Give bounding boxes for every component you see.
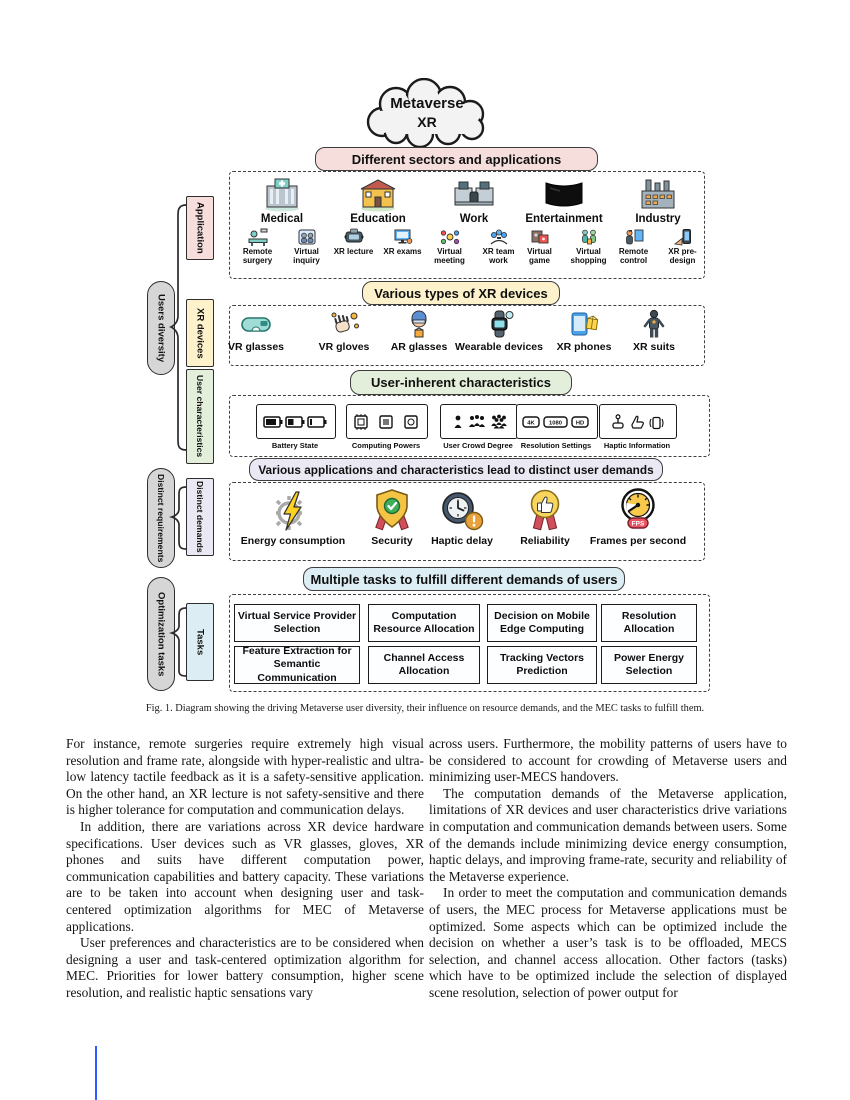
paragraph: User preferences and characteristics are to be considered when designing a user and task-centered optimization algorithm for MEC. Priorities for lower battery consumption, higher scene resolution, and realistic haptic sensations vary [66, 935, 424, 1000]
demand-fps: FPS Frames per second [578, 487, 698, 547]
haptic-information-box [599, 404, 677, 439]
sector-medical [236, 176, 328, 265]
svg-text:1080: 1080 [549, 420, 562, 427]
label-xr-devices: XR devices [186, 299, 214, 367]
chip-icons [352, 413, 422, 431]
xr-pre-design-icon [672, 227, 694, 247]
clock-delay-icon [439, 489, 485, 533]
app-xr-exams: XR exams [381, 227, 425, 256]
virtual-shopping-icon [578, 227, 600, 247]
characteristic-label: Battery State [271, 441, 319, 450]
task-box: Tracking Vectors Prediction [487, 646, 597, 684]
office-cubicles-icon [452, 176, 496, 212]
screen-icon [542, 176, 586, 212]
task-box: Decision on Mobile Edge Computing [487, 604, 597, 642]
demand-security: Security [352, 487, 432, 547]
crowd-icons [450, 413, 508, 431]
task-box: Virtual Service Provider Selection [234, 604, 360, 642]
brace-distinct-requirements [172, 487, 186, 549]
computing-powers-box [346, 404, 428, 439]
app-xr-lecture: XR lecture [332, 227, 376, 256]
battery-icons [262, 414, 330, 430]
resolution-settings-box [516, 404, 598, 439]
paragraph: For instance, remote surgeries require extremely high visual resolution and frame rate, alongside with hyper-realistic and ultra-low latency tactile feedback as it is a safety-sensitive application. On the other hand, an XR lecture is not safety-sensitive and there is higher tolerance for computation and communication delays. [66, 736, 424, 818]
sector-industry [612, 176, 704, 265]
device-wearable: Wearable devices [449, 309, 549, 353]
label-distinct-demands: Distinct demands [186, 478, 214, 556]
sector-label: Work [459, 213, 489, 225]
resolution-badges [521, 414, 593, 430]
svg-text:HD: HD [575, 420, 585, 427]
task-box: Resolution Allocation [601, 604, 697, 642]
device-ar-glasses: AR glasses [379, 309, 459, 353]
paragraph: In order to meet the computation and communication demands of users, the MEC process for Metaverse applications must be optimized. Some aspects which can be optimized include the decision on whether a user’s task is to be offloaded, MECS selection, and channel access allocation. Other factors (tasks) which have to be optimized include the selection of displayed scene resolution, selection of power output for [429, 885, 787, 1000]
cloud-title-line1: Metaverse [390, 95, 464, 112]
body-column-right [429, 736, 787, 1002]
factory-icon [636, 176, 680, 212]
brace-optimization-tasks [172, 608, 186, 676]
banner-demands: Various applications and characteristics lead to distinct user demands [249, 458, 663, 481]
device-xr-suits: XR suits [614, 309, 694, 353]
app-remote-control: Remote control [612, 227, 656, 265]
school-icon [356, 176, 400, 212]
vr-gloves-icon [327, 309, 361, 339]
sector-label: Industry [635, 213, 681, 225]
thumbs-up-medal-icon [523, 487, 567, 533]
sector-work [428, 176, 520, 265]
paragraph: The computation demands of the Metaverse application, limitations of XR devices and user characteristics drive variations in computation and communication demands between users. Some of the demands include minimizing device energy consumption, haptic delays, and improving frame-rate, security and reliability of the Metaverse experience. [429, 785, 787, 884]
app-virtual-shopping: Virtual shopping [567, 227, 611, 265]
hospital-icon [260, 176, 304, 212]
banner-characteristics: User-inherent characteristics [350, 370, 572, 395]
brace-users-diversity [171, 205, 186, 450]
characteristic-label: Resolution Settings [520, 441, 592, 450]
banner-tasks: Multiple tasks to fulfill different demands of users [303, 567, 625, 591]
remote-control-icon [623, 227, 645, 247]
pill-distinct-requirements: Distinct requirements [147, 468, 175, 568]
xr-phone-icon [567, 309, 601, 339]
figure-caption: Fig. 1. Diagram showing the driving Metaverse user diversity, their influence on resource demands, and the MEC tasks to fulfill them. [145, 703, 705, 714]
virtual-meeting-icon [439, 227, 461, 247]
sector-label: Medical [260, 213, 304, 225]
virtual-inquiry-icon [296, 227, 318, 247]
paragraph: across users. Furthermore, the mobility patterns of users have to be considered to account for crowding of Metaverse users and minimizing user-MECS handovers. [429, 736, 787, 785]
security-shield-icon [370, 487, 414, 533]
ar-glasses-icon [402, 309, 436, 339]
demand-haptic-delay: Haptic delay [422, 489, 502, 547]
device-vr-gloves: VR gloves [304, 309, 384, 353]
user-crowd-box [440, 404, 518, 439]
body-column-left [66, 736, 424, 1002]
app-virtual-meeting: Virtual meeting [428, 227, 472, 265]
svg-text:4K: 4K [527, 420, 535, 427]
app-virtual-game: Virtual game [518, 227, 562, 265]
fps-gauge-icon [616, 487, 660, 533]
app-remote-surgery: Remote surgery [236, 227, 280, 265]
haptic-icons [609, 413, 667, 431]
task-box: Feature Extraction for Semantic Communication [234, 646, 360, 684]
label-application: Application [186, 196, 214, 260]
xr-suit-icon [637, 309, 671, 339]
sector-entertainment [518, 176, 610, 265]
demand-reliability: Reliability [505, 487, 585, 547]
energy-gear-bolt-icon [271, 489, 315, 533]
task-box: Power Energy Selection [601, 646, 697, 684]
xr-exams-icon [392, 227, 414, 247]
svg-text:FPS: FPS [631, 520, 645, 528]
banner-applications: Different sectors and applications [315, 147, 598, 171]
banner-devices: Various types of XR devices [362, 281, 560, 305]
cloud-title-line2: XR [417, 114, 437, 130]
characteristic-label: Computing Powers [351, 441, 421, 450]
remote-surgery-icon [247, 227, 269, 247]
vr-glasses-icon [239, 309, 273, 339]
app-xr-team-work: XR team work [477, 227, 521, 265]
xr-lecture-icon [343, 227, 365, 247]
device-vr-glasses: VR glasses [216, 309, 296, 353]
characteristic-label: User Crowd Degree [443, 441, 513, 450]
label-user-characteristics: User characteristics [186, 369, 214, 464]
xr-team-work-icon [488, 227, 510, 247]
virtual-game-icon [529, 227, 551, 247]
sector-label: Entertainment [525, 213, 603, 225]
pill-users-diversity: Users diversity [147, 281, 175, 375]
label-tasks: Tasks [186, 603, 214, 681]
device-xr-phones: XR phones [544, 309, 624, 353]
blue-margin-mark [95, 1046, 97, 1100]
task-box: Computation Resource Allocation [368, 604, 480, 642]
smartwatch-icon [482, 309, 516, 339]
app-virtual-inquiry: Virtual inquiry [285, 227, 329, 265]
paragraph: In addition, there are variations across XR device hardware specifications. User devices such as VR glasses, gloves, XR phones and suits have different computation power, communication capabilities and battery capacity. These variations are to be taken into account when designing user and task-centered optimization algorithms for MEC of Metaverse applications. [66, 818, 424, 934]
sector-label: Education [350, 213, 406, 225]
characteristic-label: Haptic Information [603, 441, 671, 450]
sector-education [332, 176, 424, 256]
demand-energy: Energy consumption [233, 489, 353, 547]
pill-optimization-tasks: Optimization tasks [147, 577, 175, 691]
task-box: Channel Access Allocation [368, 646, 480, 684]
battery-state-box [256, 404, 336, 439]
app-xr-pre-design: XR pre-design [661, 227, 705, 265]
